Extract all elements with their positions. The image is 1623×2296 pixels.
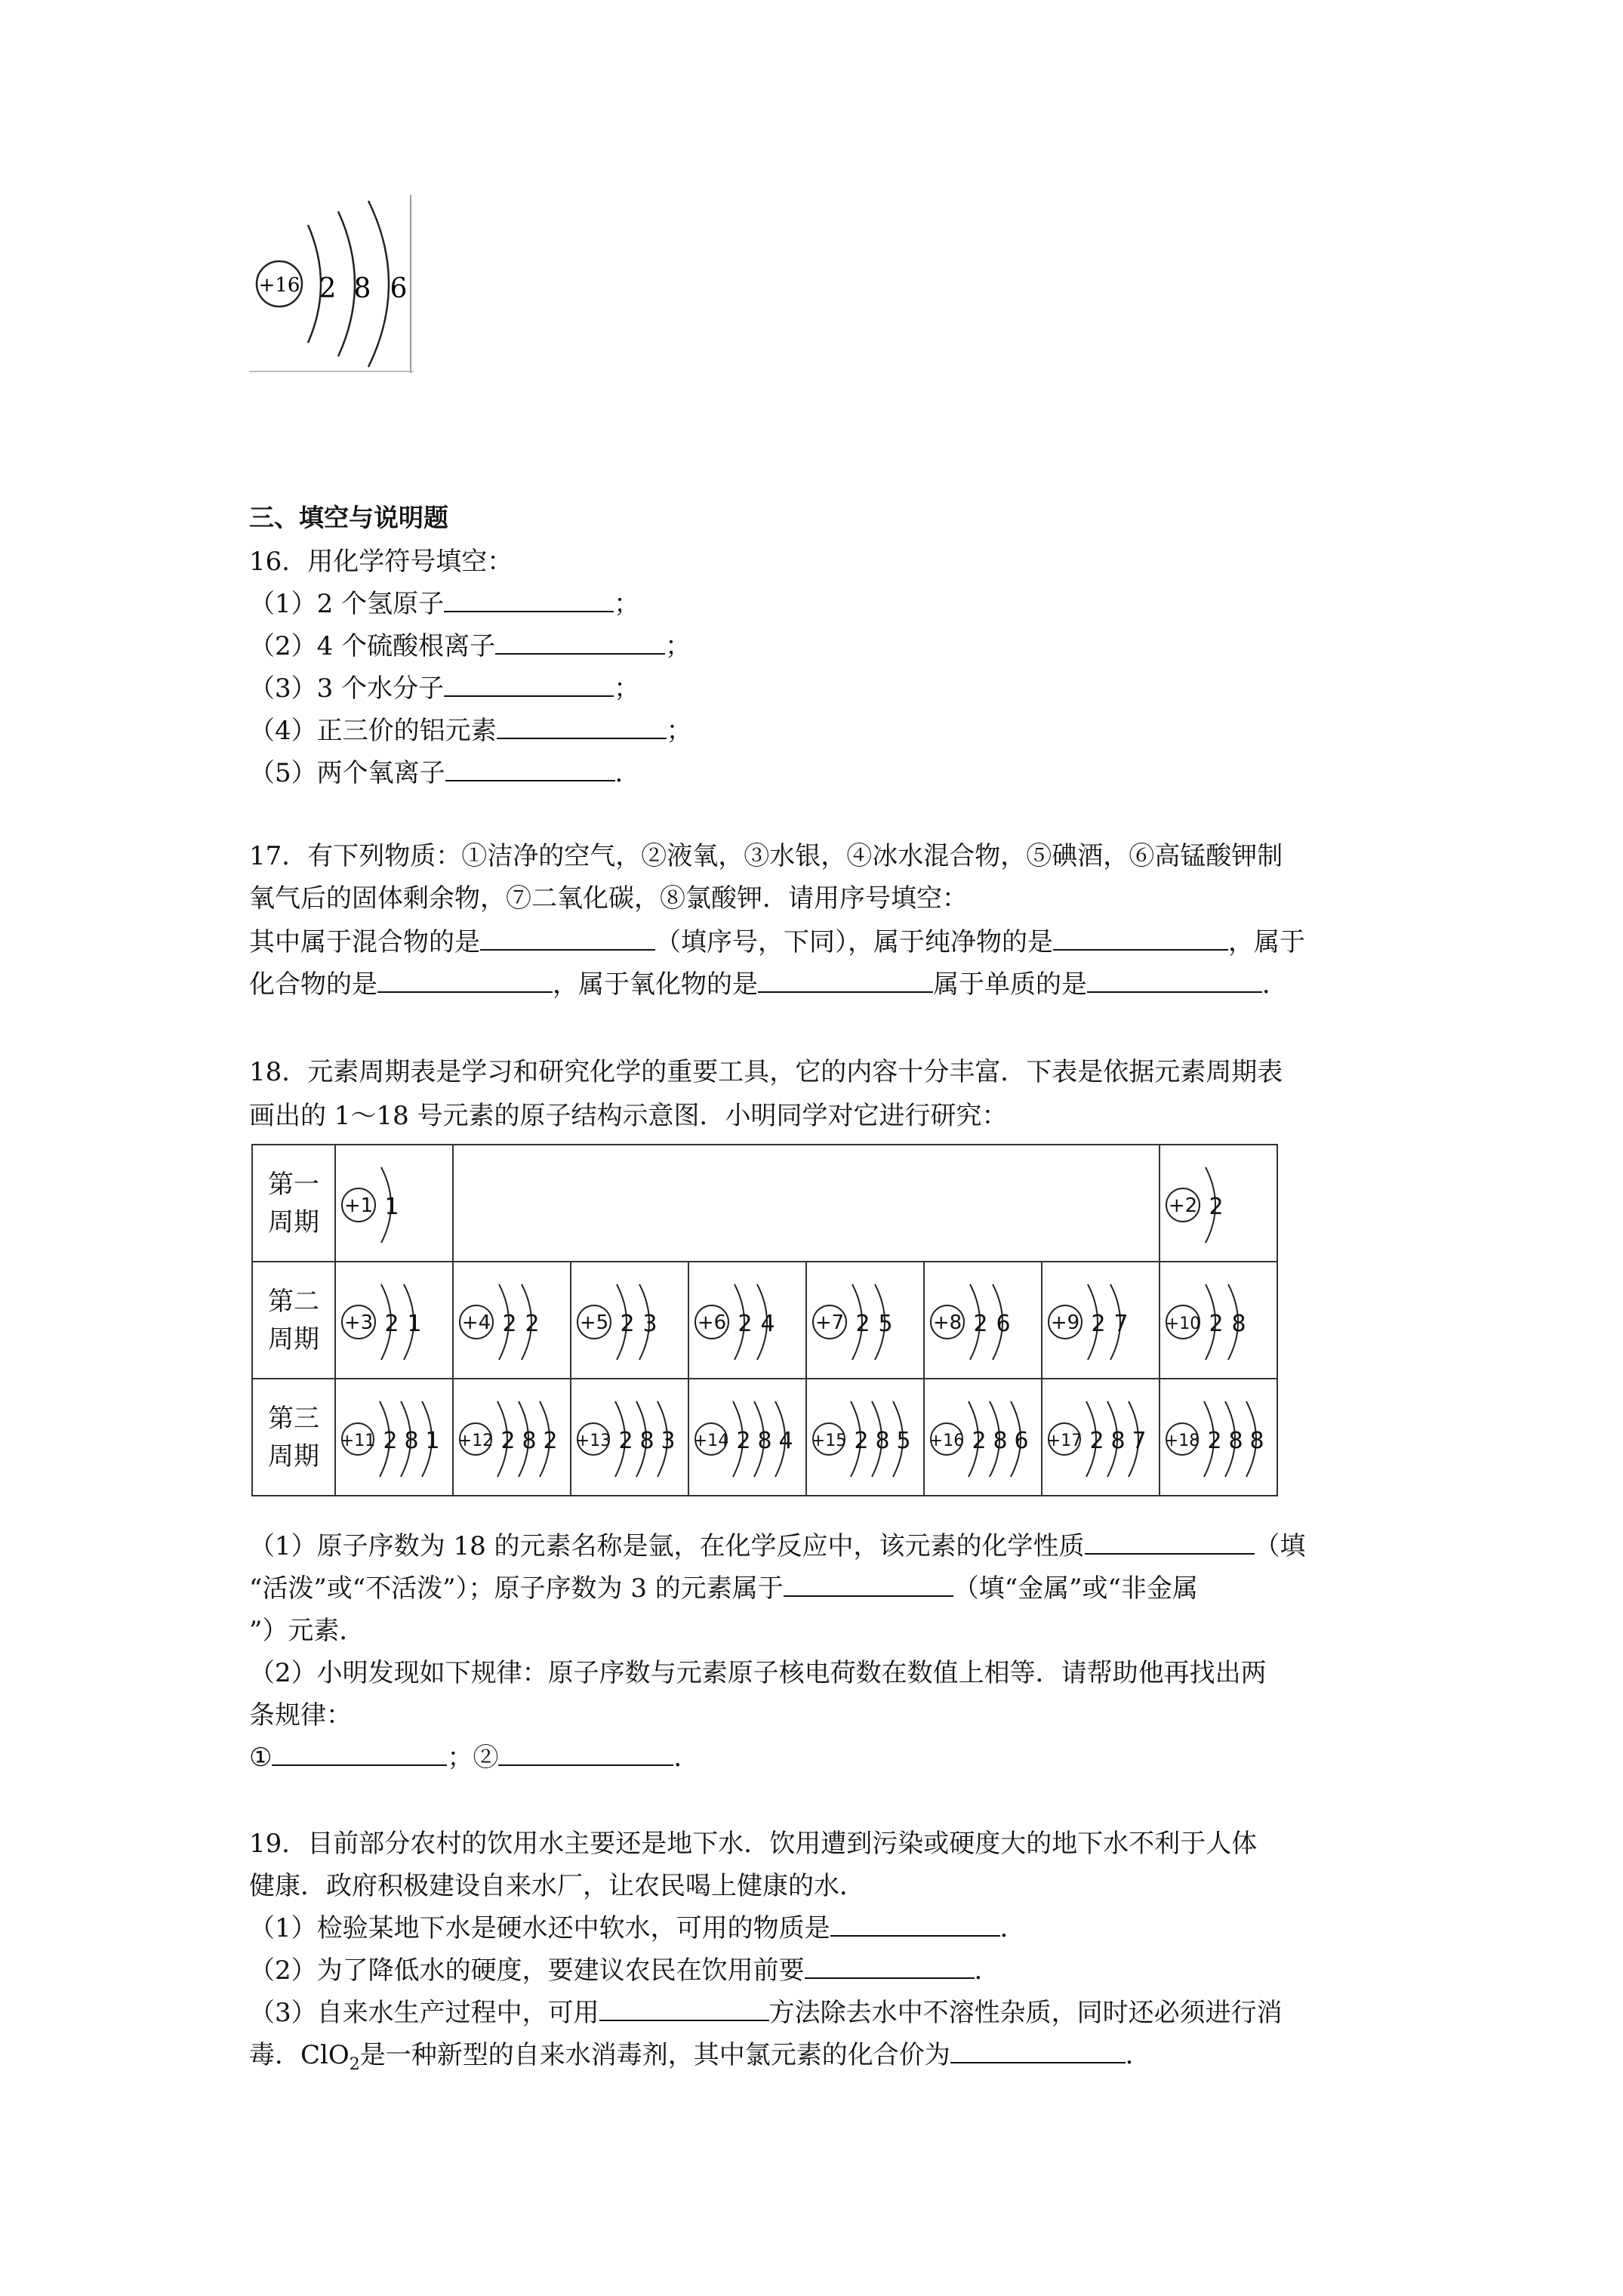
atom-diagram xyxy=(691,1385,804,1490)
subscript: 2 xyxy=(349,2054,360,2074)
nucleus-label: +10 xyxy=(1165,1314,1201,1333)
shell-2-count: 8 xyxy=(353,273,371,304)
electron-count: 2 xyxy=(543,1427,558,1454)
nucleus-label: +4 xyxy=(461,1311,491,1334)
atom-diagram xyxy=(337,1385,451,1490)
electron-count: 2 xyxy=(1091,1310,1106,1337)
electron-count: 7 xyxy=(1113,1310,1129,1337)
element-cell xyxy=(924,1262,1042,1379)
answer-blank[interactable] xyxy=(805,1955,975,1979)
atom-diagram xyxy=(455,1268,568,1373)
row-label-period-3 xyxy=(252,1379,335,1496)
element-cell xyxy=(688,1262,806,1379)
atom-diagram xyxy=(1044,1385,1157,1490)
text: （1）检验某地下水是硬水还中软水，可用的物质是 xyxy=(249,1913,830,1943)
nucleus-label: +15 xyxy=(811,1431,847,1450)
atom-diagram xyxy=(808,1385,922,1490)
atom-diagram xyxy=(573,1385,686,1490)
text: 其中属于混合物的是 xyxy=(249,927,480,957)
element-cell xyxy=(335,1379,453,1496)
q18-line-2: 画出的 1～18 号元素的原子结构示意图．小明同学对它进行研究： xyxy=(249,1101,1008,1131)
atom-diagram xyxy=(691,1268,804,1373)
element-cell xyxy=(453,1379,571,1496)
nucleus-label: +18 xyxy=(1164,1431,1200,1450)
electron-count: 2 xyxy=(525,1310,540,1337)
row-label-line: 第三 xyxy=(268,1403,319,1434)
atom-diagram xyxy=(337,1268,451,1373)
electron-count: 8 xyxy=(522,1427,537,1454)
electron-count: 8 xyxy=(639,1427,654,1454)
text: 化合物的是 xyxy=(249,969,377,1000)
electron-count: 8 xyxy=(1228,1427,1243,1454)
nucleus-label: +5 xyxy=(579,1311,609,1334)
text: （2）为了降低水的硬度，要建议农民在饮用前要 xyxy=(249,1955,805,1986)
atom-diagram xyxy=(1162,1268,1275,1373)
nucleus-label: +2 xyxy=(1168,1194,1198,1217)
electron-count: 2 xyxy=(1207,1427,1222,1454)
q18-part1-line-2 xyxy=(249,1572,1198,1605)
answer-blank[interactable] xyxy=(830,1912,1000,1937)
electron-count: 2 xyxy=(854,1427,869,1454)
electron-count: 6 xyxy=(996,1310,1011,1337)
q18-part1-line-3: ”）元素． xyxy=(249,1616,365,1646)
q17-line-4 xyxy=(249,968,1288,1001)
period-1-row xyxy=(252,1145,1277,1262)
nucleus-label: +13 xyxy=(575,1431,611,1450)
shell-3-count: 6 xyxy=(390,273,408,304)
atom-diagram xyxy=(455,1385,568,1490)
row-label-line: 第二 xyxy=(268,1286,319,1317)
electron-count: 5 xyxy=(896,1427,911,1454)
electron-count: 2 xyxy=(973,1310,988,1337)
answer-blank[interactable] xyxy=(377,969,553,993)
atom-diagram xyxy=(1162,1151,1275,1256)
text: ． xyxy=(1262,969,1288,1000)
electron-count: 4 xyxy=(760,1310,775,1337)
answer-blank[interactable] xyxy=(445,757,615,781)
answer-blank[interactable] xyxy=(1087,969,1262,993)
punct: ； xyxy=(614,673,640,704)
text: ，属于 xyxy=(1228,927,1305,957)
text: 毒．ClO xyxy=(249,2040,350,2070)
answer-blank[interactable] xyxy=(480,926,655,951)
text: ． xyxy=(974,1955,1000,1986)
answer-blank[interactable] xyxy=(1085,1530,1255,1555)
nucleus-label: +7 xyxy=(815,1311,845,1334)
answer-blank[interactable] xyxy=(498,1742,673,1766)
row-label-line: 周期 xyxy=(268,1441,319,1472)
nucleus-label: +17 xyxy=(1046,1431,1083,1450)
electron-count: 1 xyxy=(407,1310,422,1337)
text: ． xyxy=(999,1913,1026,1943)
electron-count: 2 xyxy=(500,1427,516,1454)
text: “活泼”或“不活泼”）；原子序数为 3 的元素属于 xyxy=(249,1573,784,1604)
nucleus-label: +11 xyxy=(340,1431,376,1450)
text: （填 xyxy=(1254,1531,1306,1561)
atom-diagram xyxy=(1162,1385,1275,1490)
nucleus-label: +8 xyxy=(932,1311,962,1334)
text: 是一种新型的自来水消毒剂，其中氯元素的化合价为 xyxy=(359,2040,950,2070)
punct: ； xyxy=(665,631,691,661)
q17-line-3 xyxy=(249,926,1305,959)
table-gap xyxy=(453,1145,1160,1262)
answer-blank[interactable] xyxy=(599,1997,769,2021)
text: （3）自来水生产过程中，可用 xyxy=(249,1998,599,2028)
atom-diagram xyxy=(808,1268,922,1373)
nucleus-label: +16 xyxy=(929,1431,965,1450)
q18-part2-line-3 xyxy=(249,1741,699,1774)
electron-count: 8 xyxy=(875,1427,890,1454)
element-cell xyxy=(571,1379,688,1496)
section-title: 三、填空与说明题 xyxy=(249,503,448,532)
row-label-line: 周期 xyxy=(268,1207,319,1237)
electron-count: 2 xyxy=(384,1310,399,1337)
q19-line-1: 19．目前部分农村的饮用水主要还是地下水．饮用遭到污染或硬度大的地下水不利于人体 xyxy=(249,1829,1258,1859)
element-cell xyxy=(688,1379,806,1496)
atom-diagram xyxy=(573,1268,686,1373)
element-cell xyxy=(806,1262,924,1379)
q16-item-3-label: （3）3 个水分子 xyxy=(249,673,445,704)
periodic-table xyxy=(251,1144,1278,1496)
nucleus-label: +14 xyxy=(693,1431,729,1450)
nucleus-label: +3 xyxy=(343,1311,374,1334)
atom-diagram xyxy=(1044,1268,1157,1373)
nucleus-label: +12 xyxy=(457,1431,494,1450)
electron-count: 2 xyxy=(620,1310,635,1337)
atom-diagram xyxy=(337,1151,451,1256)
electron-count: 8 xyxy=(993,1427,1008,1454)
nucleus-label: +6 xyxy=(697,1311,727,1334)
q16-item-1 xyxy=(249,587,639,621)
electron-count: 2 xyxy=(383,1427,398,1454)
q16-item-4-label: （4）正三价的铝元素 xyxy=(249,716,497,746)
element-cell xyxy=(571,1262,688,1379)
q18-part2-line-2: 条规律： xyxy=(249,1700,352,1730)
q16-item-5-label: （5）两个氧离子 xyxy=(249,758,445,788)
electron-count: 2 xyxy=(1209,1193,1224,1220)
element-cell xyxy=(1042,1379,1160,1496)
electron-count: 8 xyxy=(1110,1427,1126,1454)
text: 属于单质的是 xyxy=(933,969,1087,1000)
q16-item-2 xyxy=(249,630,691,663)
nucleus-label: +9 xyxy=(1050,1311,1080,1334)
q19-sub-2 xyxy=(249,1954,1000,1987)
element-cell xyxy=(453,1262,571,1379)
electron-count: 2 xyxy=(1209,1310,1224,1337)
row-label-line: 周期 xyxy=(268,1324,319,1354)
q19-line-2: 健康．政府积极建设自来水厂，让农民喝上健康的水． xyxy=(249,1871,865,1901)
electron-count: 2 xyxy=(855,1310,870,1337)
element-cell xyxy=(806,1379,924,1496)
electron-count: 8 xyxy=(1249,1427,1264,1454)
q16-stem: 16．用化学符号填空： xyxy=(249,547,513,577)
atom-structure-figure xyxy=(249,195,414,373)
q18-part2-line-1: （2）小明发现如下规律：原子序数与元素原子核电荷数在数值上相等．请帮助他再找出两 xyxy=(249,1658,1267,1688)
text: ． xyxy=(1125,2040,1151,2070)
text: （1）原子序数为 18 的元素名称是氩，在化学反应中，该元素的化学性质 xyxy=(249,1531,1085,1561)
answer-blank[interactable] xyxy=(1053,926,1228,951)
q16-item-5 xyxy=(249,757,641,790)
element-cell xyxy=(335,1145,453,1262)
q16-item-1-label: （1）2 个氢原子 xyxy=(249,589,445,619)
electron-count: 3 xyxy=(642,1310,658,1337)
element-cell xyxy=(1160,1262,1277,1379)
answer-blank[interactable] xyxy=(272,1742,447,1766)
text: （填“金属”或“非金属 xyxy=(953,1573,1198,1604)
row-label-period-2 xyxy=(252,1262,335,1379)
electron-count: 6 xyxy=(1014,1427,1029,1454)
q17-line-2: 氧气后的固体剩余物，⑦二氧化碳，⑧氯酸钾．请用序号填空： xyxy=(249,883,968,914)
electron-count: 2 xyxy=(736,1427,751,1454)
q19-sub-3 xyxy=(249,1996,1283,2029)
q18-part1-line-1 xyxy=(249,1530,1306,1563)
atom-diagram xyxy=(926,1268,1039,1373)
q16-item-4 xyxy=(249,714,692,747)
electron-count: 7 xyxy=(1132,1427,1147,1454)
element-cell xyxy=(924,1379,1042,1496)
text: （填序号，下同），属于纯净物的是 xyxy=(655,927,1053,957)
row-label-line: 第一 xyxy=(268,1169,319,1200)
text: ；② xyxy=(447,1743,499,1773)
electron-count: 8 xyxy=(1231,1310,1246,1337)
answer-blank[interactable] xyxy=(497,715,667,739)
punct: ； xyxy=(666,716,692,746)
q16-item-2-label: （2）4 个硫酸根离子 xyxy=(249,631,496,661)
atom-diagram xyxy=(926,1385,1039,1490)
punct: ． xyxy=(614,758,641,788)
answer-blank[interactable] xyxy=(444,588,614,612)
electron-count: 1 xyxy=(425,1427,440,1454)
q19-sub-4 xyxy=(249,2039,1151,2082)
q16-item-3 xyxy=(249,672,639,705)
period-2-row xyxy=(252,1262,1277,1379)
element-cell xyxy=(335,1262,453,1379)
electron-count: 8 xyxy=(757,1427,772,1454)
row-label-period-1 xyxy=(252,1145,335,1262)
text: 方法除去水中不溶性杂质，同时还必须进行消 xyxy=(768,1998,1283,2028)
q18-line-1: 18．元素周期表是学习和研究化学的重要工具，它的内容十分丰富．下表是依据元素周期表 xyxy=(249,1057,1283,1087)
q19-sub-1 xyxy=(249,1912,1026,1945)
answer-blank[interactable] xyxy=(758,969,933,993)
electron-count: 2 xyxy=(502,1310,517,1337)
electron-count: 4 xyxy=(778,1427,793,1454)
electron-count: 2 xyxy=(618,1427,633,1454)
electron-count: 2 xyxy=(738,1310,753,1337)
electron-count: 2 xyxy=(1089,1427,1104,1454)
electron-count: 3 xyxy=(661,1427,676,1454)
q17-line-1: 17．有下列物质：①洁净的空气，②液氧，③水银，④冰水混合物，⑤碘酒，⑥高锰酸钾制 xyxy=(249,841,1283,871)
text: ① xyxy=(249,1743,273,1773)
text: ． xyxy=(673,1743,700,1773)
shell-1-count: 2 xyxy=(319,273,337,304)
punct: ； xyxy=(614,589,640,619)
element-cell xyxy=(1042,1262,1160,1379)
electron-count: 1 xyxy=(384,1193,399,1220)
period-3-row xyxy=(252,1379,1277,1496)
electron-count: 8 xyxy=(404,1427,419,1454)
answer-blank[interactable] xyxy=(444,673,614,697)
element-cell xyxy=(1160,1379,1277,1496)
electron-count: 5 xyxy=(878,1310,893,1337)
text: ，属于氧化物的是 xyxy=(553,969,758,1000)
element-cell xyxy=(1160,1145,1277,1262)
answer-blank[interactable] xyxy=(950,2039,1126,2063)
answer-blank[interactable] xyxy=(495,630,665,655)
answer-blank[interactable] xyxy=(784,1573,953,1597)
electron-count: 2 xyxy=(972,1427,987,1454)
nucleus-label: +16 xyxy=(258,274,300,297)
nucleus-label: +1 xyxy=(343,1194,374,1217)
